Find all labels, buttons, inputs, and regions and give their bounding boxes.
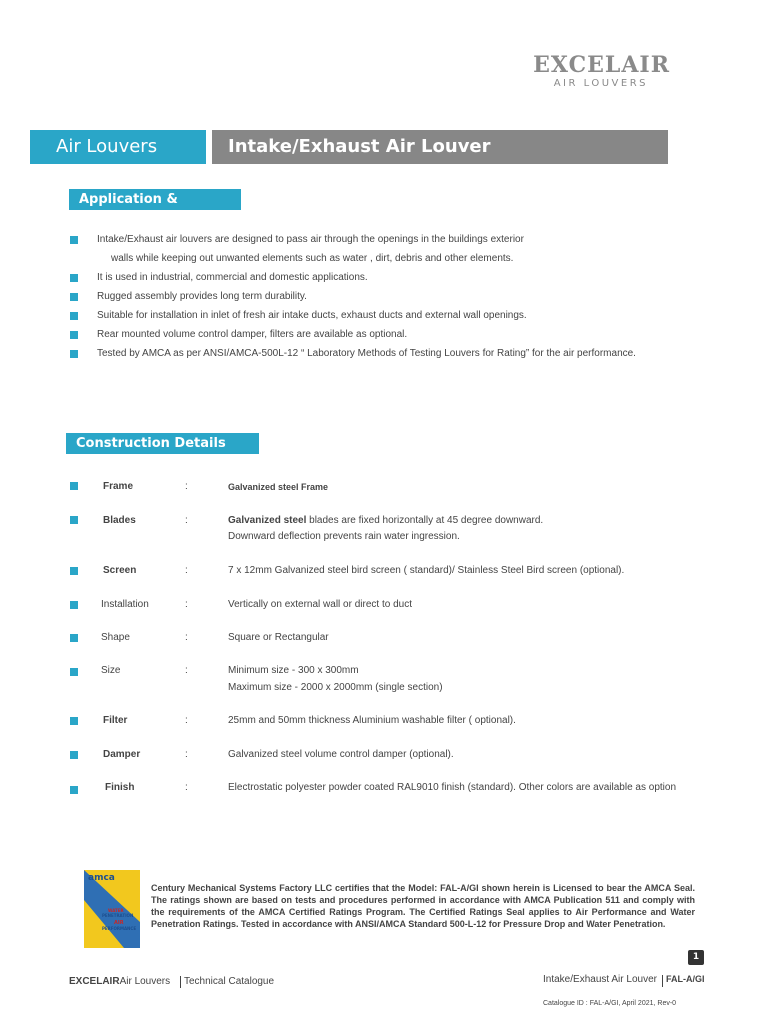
spec-value-blades-bold: Galvanized steel bbox=[228, 515, 307, 526]
bullet-icon bbox=[70, 350, 78, 358]
spec-colon: : bbox=[185, 565, 188, 576]
brand-logo bbox=[530, 52, 670, 90]
footer-brand-rest: Air Louvers bbox=[119, 976, 171, 987]
feature-item: Intake/Exhaust air louvers are designed to pass air through the openings in the buildings exterior bbox=[97, 234, 524, 245]
spec-value-blades-line2: Downward deflection prevents rain water ingression. bbox=[228, 531, 460, 542]
application-section-title: Application & Features bbox=[69, 189, 241, 210]
footer-brand-bold: EXCELAIR bbox=[69, 976, 120, 987]
spec-colon: : bbox=[185, 599, 188, 610]
seal-air: AIR bbox=[114, 920, 124, 926]
category-header: Air Louvers bbox=[30, 130, 206, 164]
amca-seal-icon bbox=[84, 870, 140, 948]
bullet-icon bbox=[70, 668, 78, 676]
spec-value-size-max: Maximum size - 2000 x 2000mm (single section) bbox=[228, 682, 443, 693]
spec-value-installation: Vertically on external wall or direct to duct bbox=[228, 599, 412, 610]
spec-value-frame: Galvanized steel Frame bbox=[228, 482, 329, 492]
bullet-icon bbox=[70, 274, 78, 282]
footer-doc-type: Technical Catalogue bbox=[184, 976, 275, 987]
spec-value-screen: 7 x 12mm Galvanized steel bird screen ( standard)/ Stainless Steel Bird screen (optional). bbox=[228, 565, 625, 576]
product-title: Intake/Exhaust Air Louver bbox=[212, 130, 668, 164]
spec-value-blades bbox=[228, 513, 543, 529]
spec-colon: : bbox=[185, 749, 188, 760]
footer-product: Intake/Exhaust Air Louver bbox=[543, 974, 657, 985]
spec-value-finish: Electrostatic polyester powder coated RAL9010 finish (standard). Other colors are available as option bbox=[228, 782, 677, 793]
spec-value-size-min: Minimum size - 300 x 300mm bbox=[228, 665, 359, 676]
bullet-icon bbox=[70, 331, 78, 339]
spec-colon: : bbox=[185, 665, 188, 676]
bullet-icon bbox=[70, 312, 78, 320]
spec-label-finish: Finish bbox=[105, 782, 135, 793]
footer-divider bbox=[180, 976, 181, 988]
spec-label-installation: Installation bbox=[101, 599, 149, 610]
bullet-icon bbox=[70, 293, 78, 301]
spec-colon: : bbox=[185, 782, 188, 793]
feature-item: Tested by AMCA as per ANSI/AMCA-500L-12 “ Laboratory Methods of Testing Louvers for Rating” for the air performance. bbox=[97, 348, 636, 359]
bullet-icon bbox=[70, 786, 78, 794]
footer-brand bbox=[69, 976, 170, 987]
bullet-icon bbox=[70, 601, 78, 609]
spec-colon: : bbox=[185, 715, 188, 726]
feature-item: It is used in industrial, commercial and domestic applications. bbox=[97, 272, 368, 283]
construction-section-title: Construction Details bbox=[66, 433, 259, 454]
feature-item: Suitable for installation in inlet of fresh air intake ducts, exhaust ducts and external wall openings. bbox=[97, 310, 527, 321]
spec-colon: : bbox=[185, 515, 188, 526]
spec-colon: : bbox=[185, 632, 188, 643]
spec-colon: : bbox=[185, 481, 188, 492]
amca-certification-text: Century Mechanical Systems Factory LLC certifies that the Model: FAL-A/GI shown herein is Licensed to bear the AMCA Seal. The ratings shown are based on tests and procedures performed in accordance with AMCA Publication 511 and comply with the requirements of the AMCA Certified Ratings Program. The Certified Ratings Seal applies to Air Performance and Water Penetration Ratings. Tested in accordance with ANSI/AMCA Standard 500-L-12 for Pressure Drop and Water Penetration. bbox=[151, 883, 695, 929]
footer-divider bbox=[662, 975, 663, 987]
spec-label-filter: Filter bbox=[103, 715, 128, 726]
page-number: 1 bbox=[688, 950, 704, 965]
logo-tagline: AIR LOUVERS bbox=[553, 78, 648, 89]
spec-label-frame: Frame bbox=[103, 481, 134, 492]
spec-value-blades-text: blades are fixed horizontally at 45 degree downward. bbox=[306, 515, 544, 526]
footer-catalogue-id: Catalogue ID : FAL-A/GI, April 2021, Rev-0 bbox=[543, 1000, 677, 1007]
bullet-icon bbox=[70, 717, 78, 725]
feature-item: Rear mounted volume control damper, filters are available as optional. bbox=[97, 329, 408, 340]
spec-value-shape: Square or Rectangular bbox=[228, 632, 329, 643]
spec-label-damper: Damper bbox=[103, 749, 141, 760]
seal-penetration: PENETRATION bbox=[102, 913, 134, 918]
spec-label-blades: Blades bbox=[103, 515, 136, 526]
spec-value-damper: Galvanized steel volume control damper (optional). bbox=[228, 749, 454, 760]
seal-performance: PERFORMANCE bbox=[102, 926, 137, 931]
spec-label-shape: Shape bbox=[101, 632, 130, 643]
seal-water: WATER bbox=[108, 908, 124, 913]
bullet-icon bbox=[70, 482, 78, 490]
spec-value-filter: 25mm and 50mm thickness Aluminium washable filter ( optional). bbox=[228, 715, 516, 726]
footer-model: FAL-A/GI bbox=[666, 974, 705, 984]
bullet-icon bbox=[70, 634, 78, 642]
spec-label-size: Size bbox=[101, 665, 121, 676]
bullet-icon bbox=[70, 516, 78, 524]
bullet-icon bbox=[70, 567, 78, 575]
bullet-icon bbox=[70, 236, 78, 244]
feature-item-continued: walls while keeping out unwanted elements such as water , dirt, debris and other elements. bbox=[111, 253, 514, 264]
bullet-icon bbox=[70, 751, 78, 759]
spec-label-screen: Screen bbox=[103, 565, 137, 576]
seal-brand: amca bbox=[88, 873, 115, 883]
logo-brand: EXCELAIR bbox=[533, 52, 670, 78]
feature-item: Rugged assembly provides long term durability. bbox=[97, 291, 307, 302]
